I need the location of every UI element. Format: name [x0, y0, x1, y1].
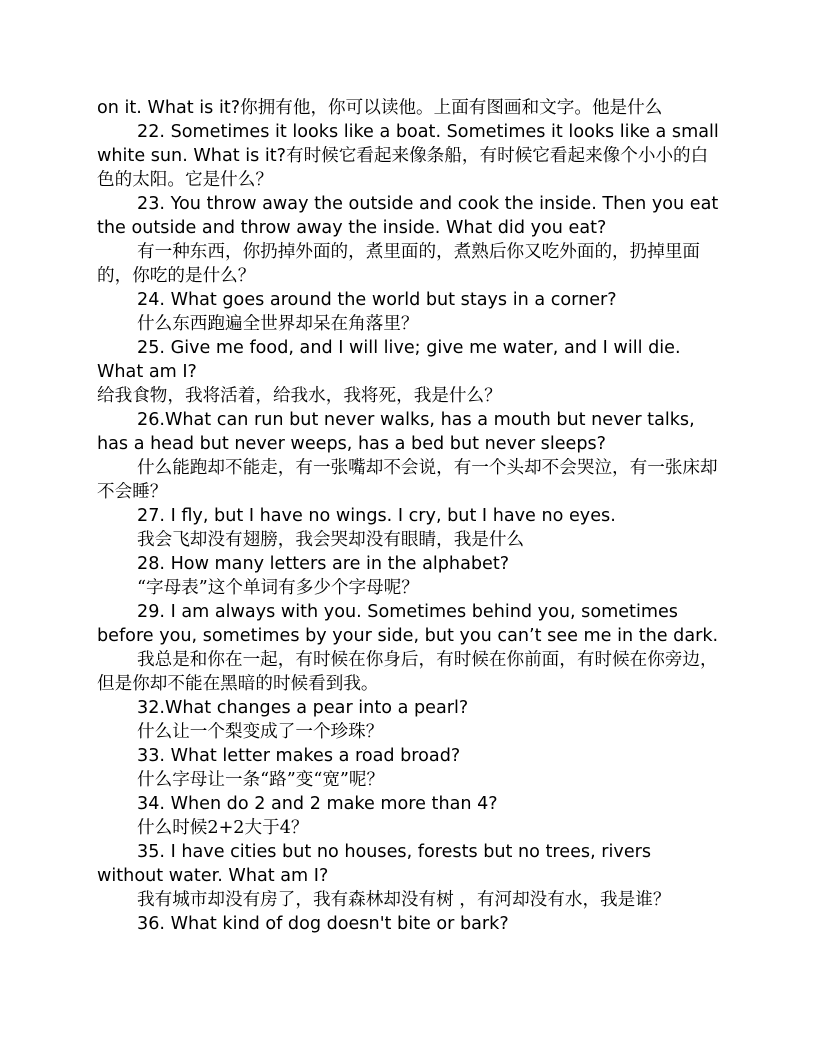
riddle-33: 33. What letter makes a road broad?: [137, 746, 461, 766]
riddle-32: 32.What changes a pear into a pearl?: [137, 698, 469, 718]
riddle-34: 34. When do 2 and 2 make more than 4?: [137, 794, 498, 814]
riddle-29-translation: 我总是和你在一起，有时候在你身后，有时候在你前面，有时候在你旁边，但是你却不能在黑暗的时候看到我。: [97, 650, 718, 694]
riddle-27: 27. I fly, but I have no wings. I cry, but I have no eyes.: [137, 506, 616, 526]
riddle-32-translation: 什么让一个梨变成了一个珍珠？: [137, 722, 384, 742]
riddle-24: 24. What goes around the world but stays in a corner?: [137, 290, 617, 310]
riddle-23-translation: 有一种东西，你扔掉外面的，煮里面的，煮熟后你又吃外面的，扔掉里面的，你吃的是什么？: [97, 242, 701, 286]
riddle-28: 28. How many letters are in the alphabet?: [137, 554, 510, 574]
riddle-35-translation: 我有城市却没有房了，我有森林却没有树 ，有河却没有水，我是谁？: [137, 890, 671, 910]
riddle-36: 36. What kind of dog doesn't bite or bark?: [137, 914, 509, 934]
riddle-25-translation: 给我食物，我将活着，给我水，我将死，我是什么？: [97, 386, 502, 406]
riddle-22: 22. Sometimes it looks like a boat. Sometimes it looks like a small white sun. What is it?有时候它看起来像条船，有时候它看起来像个小小的白色的太阳。它是什么？: [97, 122, 719, 190]
riddle-28-translation: “字母表”这个单词有多少个字母呢？: [137, 578, 419, 598]
riddle-27-translation: 我会飞却没有翅膀，我会哭却没有眼睛，我是什么: [137, 530, 525, 550]
riddle-35: 35. I have cities but no houses, forests but no trees, rivers without water. What am I?: [97, 842, 652, 886]
riddle-34-translation: 什么时候2+2大于4？: [137, 818, 309, 838]
riddle-25: 25. Give me food, and I will live; give me water, and I will die. What am I?: [97, 338, 681, 382]
riddle-29: 29. I am always with you. Sometimes behind you, sometimes before you, sometimes by your side, but you can’t see me in the dark.: [97, 602, 719, 646]
riddle-26-translation: 什么能跑却不能走，有一张嘴却不会说，有一个头却不会哭泣，有一张床却不会睡？: [97, 458, 718, 502]
riddle-24-translation: 什么东西跑遍全世界却呆在角落里？: [137, 314, 419, 334]
riddle-33-translation: 什么字母让一条“路”变“宽”呢？: [137, 770, 385, 790]
riddle-23: 23. You throw away the outside and cook the inside. Then you eat the outside and throw away the inside. What did you eat?: [97, 194, 719, 238]
riddle-26: 26.What can run but never walks, has a mouth but never talks, has a head but never weeps, has a bed but never sleeps?: [97, 410, 695, 454]
paragraph-21-end: on it. What is it?你拥有他，你可以读他。上面有图画和文字。他是什么: [97, 98, 663, 118]
document-page: [97, 96, 719, 936]
